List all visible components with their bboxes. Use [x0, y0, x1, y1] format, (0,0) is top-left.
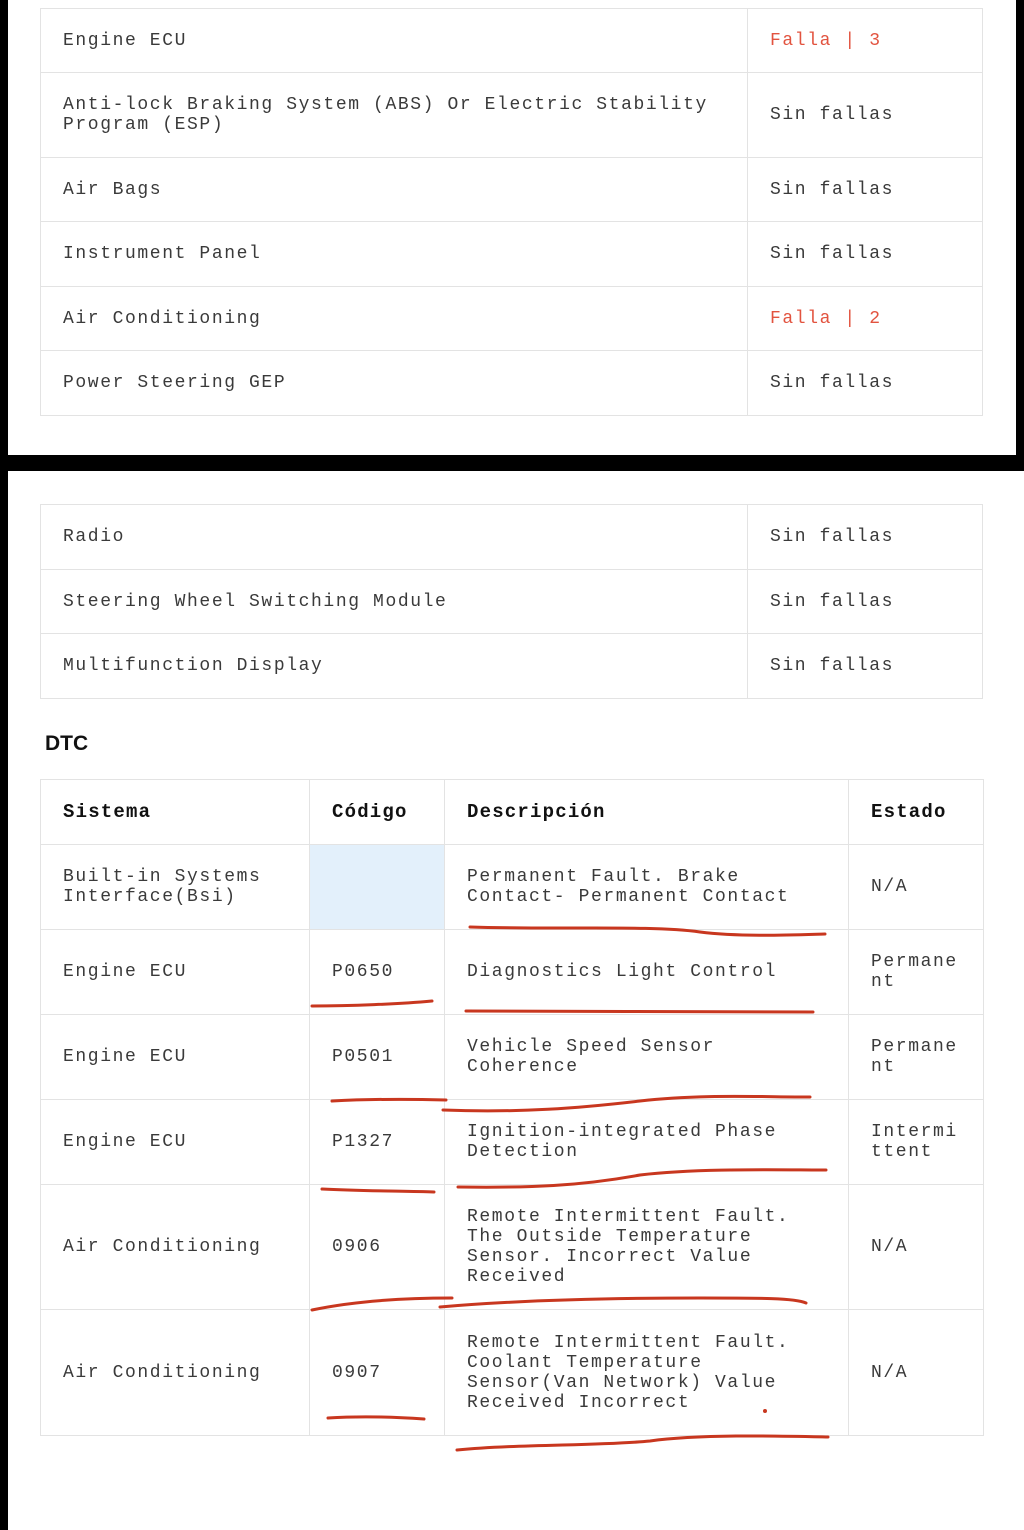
status-ok: Sin fallas [748, 634, 983, 699]
systems-status-table-top [40, 8, 983, 416]
system-name: Anti-lock Braking System (ABS) Or Electric Stability Program (ESP) [41, 73, 748, 158]
dtc-description: Vehicle Speed Sensor Coherence [445, 1015, 849, 1100]
dtc-row [41, 1015, 984, 1100]
column-header-code: Código [310, 780, 445, 845]
dtc-description: Diagnostics Light Control [445, 930, 849, 1015]
dtc-code: P0501 [310, 1015, 445, 1100]
dtc-row [41, 1310, 984, 1436]
dtc-code: 0906 [310, 1185, 445, 1310]
dtc-state: Permanent [849, 1015, 984, 1100]
table-row [41, 570, 983, 634]
status-fault: Falla | 2 [748, 287, 983, 351]
system-name: Radio [41, 505, 748, 570]
dtc-system: Engine ECU [41, 1015, 310, 1100]
table-row [41, 287, 983, 351]
dtc-system: Air Conditioning [41, 1310, 310, 1436]
dtc-row [41, 930, 984, 1015]
dtc-table [40, 779, 984, 1436]
dtc-system: Engine ECU [41, 930, 310, 1015]
table-row [41, 73, 983, 158]
column-header-description: Descripción [445, 780, 849, 845]
status-fault: Falla | 3 [748, 9, 983, 73]
system-name: Air Bags [41, 158, 748, 222]
dtc-row [41, 845, 984, 930]
dtc-description: Permanent Fault. Brake Contact- Permanent Contact [445, 845, 849, 930]
status-ok: Sin fallas [748, 158, 983, 222]
status-ok: Sin fallas [748, 351, 983, 416]
table-row [41, 9, 983, 73]
system-name: Multifunction Display [41, 634, 748, 699]
status-ok: Sin fallas [748, 505, 983, 570]
dtc-description: Remote Intermittent Fault. The Outside Temperature Sensor. Incorrect Value Received [445, 1185, 849, 1310]
dtc-description: Remote Intermittent Fault. Coolant Temperature Sensor(Van Network) Value Received Incorrect [445, 1310, 849, 1436]
dtc-code: 0907 [310, 1310, 445, 1436]
dtc-header-row [41, 780, 984, 845]
table-row [41, 222, 983, 287]
system-name: Power Steering GEP [41, 351, 748, 416]
dtc-section-title: DTC [45, 732, 89, 755]
dtc-row [41, 1185, 984, 1310]
dtc-state: N/A [849, 1310, 984, 1436]
status-ok: Sin fallas [748, 570, 983, 634]
dtc-system: Air Conditioning [41, 1185, 310, 1310]
column-header-system: Sistema [41, 780, 310, 845]
system-name: Air Conditioning [41, 287, 748, 351]
system-name: Engine ECU [41, 9, 748, 73]
dtc-state: Permanent [849, 930, 984, 1015]
systems-status-table-bottom [40, 504, 983, 699]
table-row [41, 158, 983, 222]
system-name: Instrument Panel [41, 222, 748, 287]
dtc-code [310, 845, 445, 930]
table-row [41, 634, 983, 699]
dtc-code: P1327 [310, 1100, 445, 1185]
dtc-system: Engine ECU [41, 1100, 310, 1185]
dtc-row [41, 1100, 984, 1185]
dtc-description: Ignition-integrated Phase Detection [445, 1100, 849, 1185]
dtc-state: N/A [849, 845, 984, 930]
system-name: Steering Wheel Switching Module [41, 570, 748, 634]
table-row [41, 351, 983, 416]
dtc-system: Built-in Systems Interface(Bsi) [41, 845, 310, 930]
dtc-state: N/A [849, 1185, 984, 1310]
dtc-code: P0650 [310, 930, 445, 1015]
table-row [41, 505, 983, 570]
column-header-state: Estado [849, 780, 984, 845]
dtc-state: Intermittent [849, 1100, 984, 1185]
status-ok: Sin fallas [748, 73, 983, 158]
status-ok: Sin fallas [748, 222, 983, 287]
